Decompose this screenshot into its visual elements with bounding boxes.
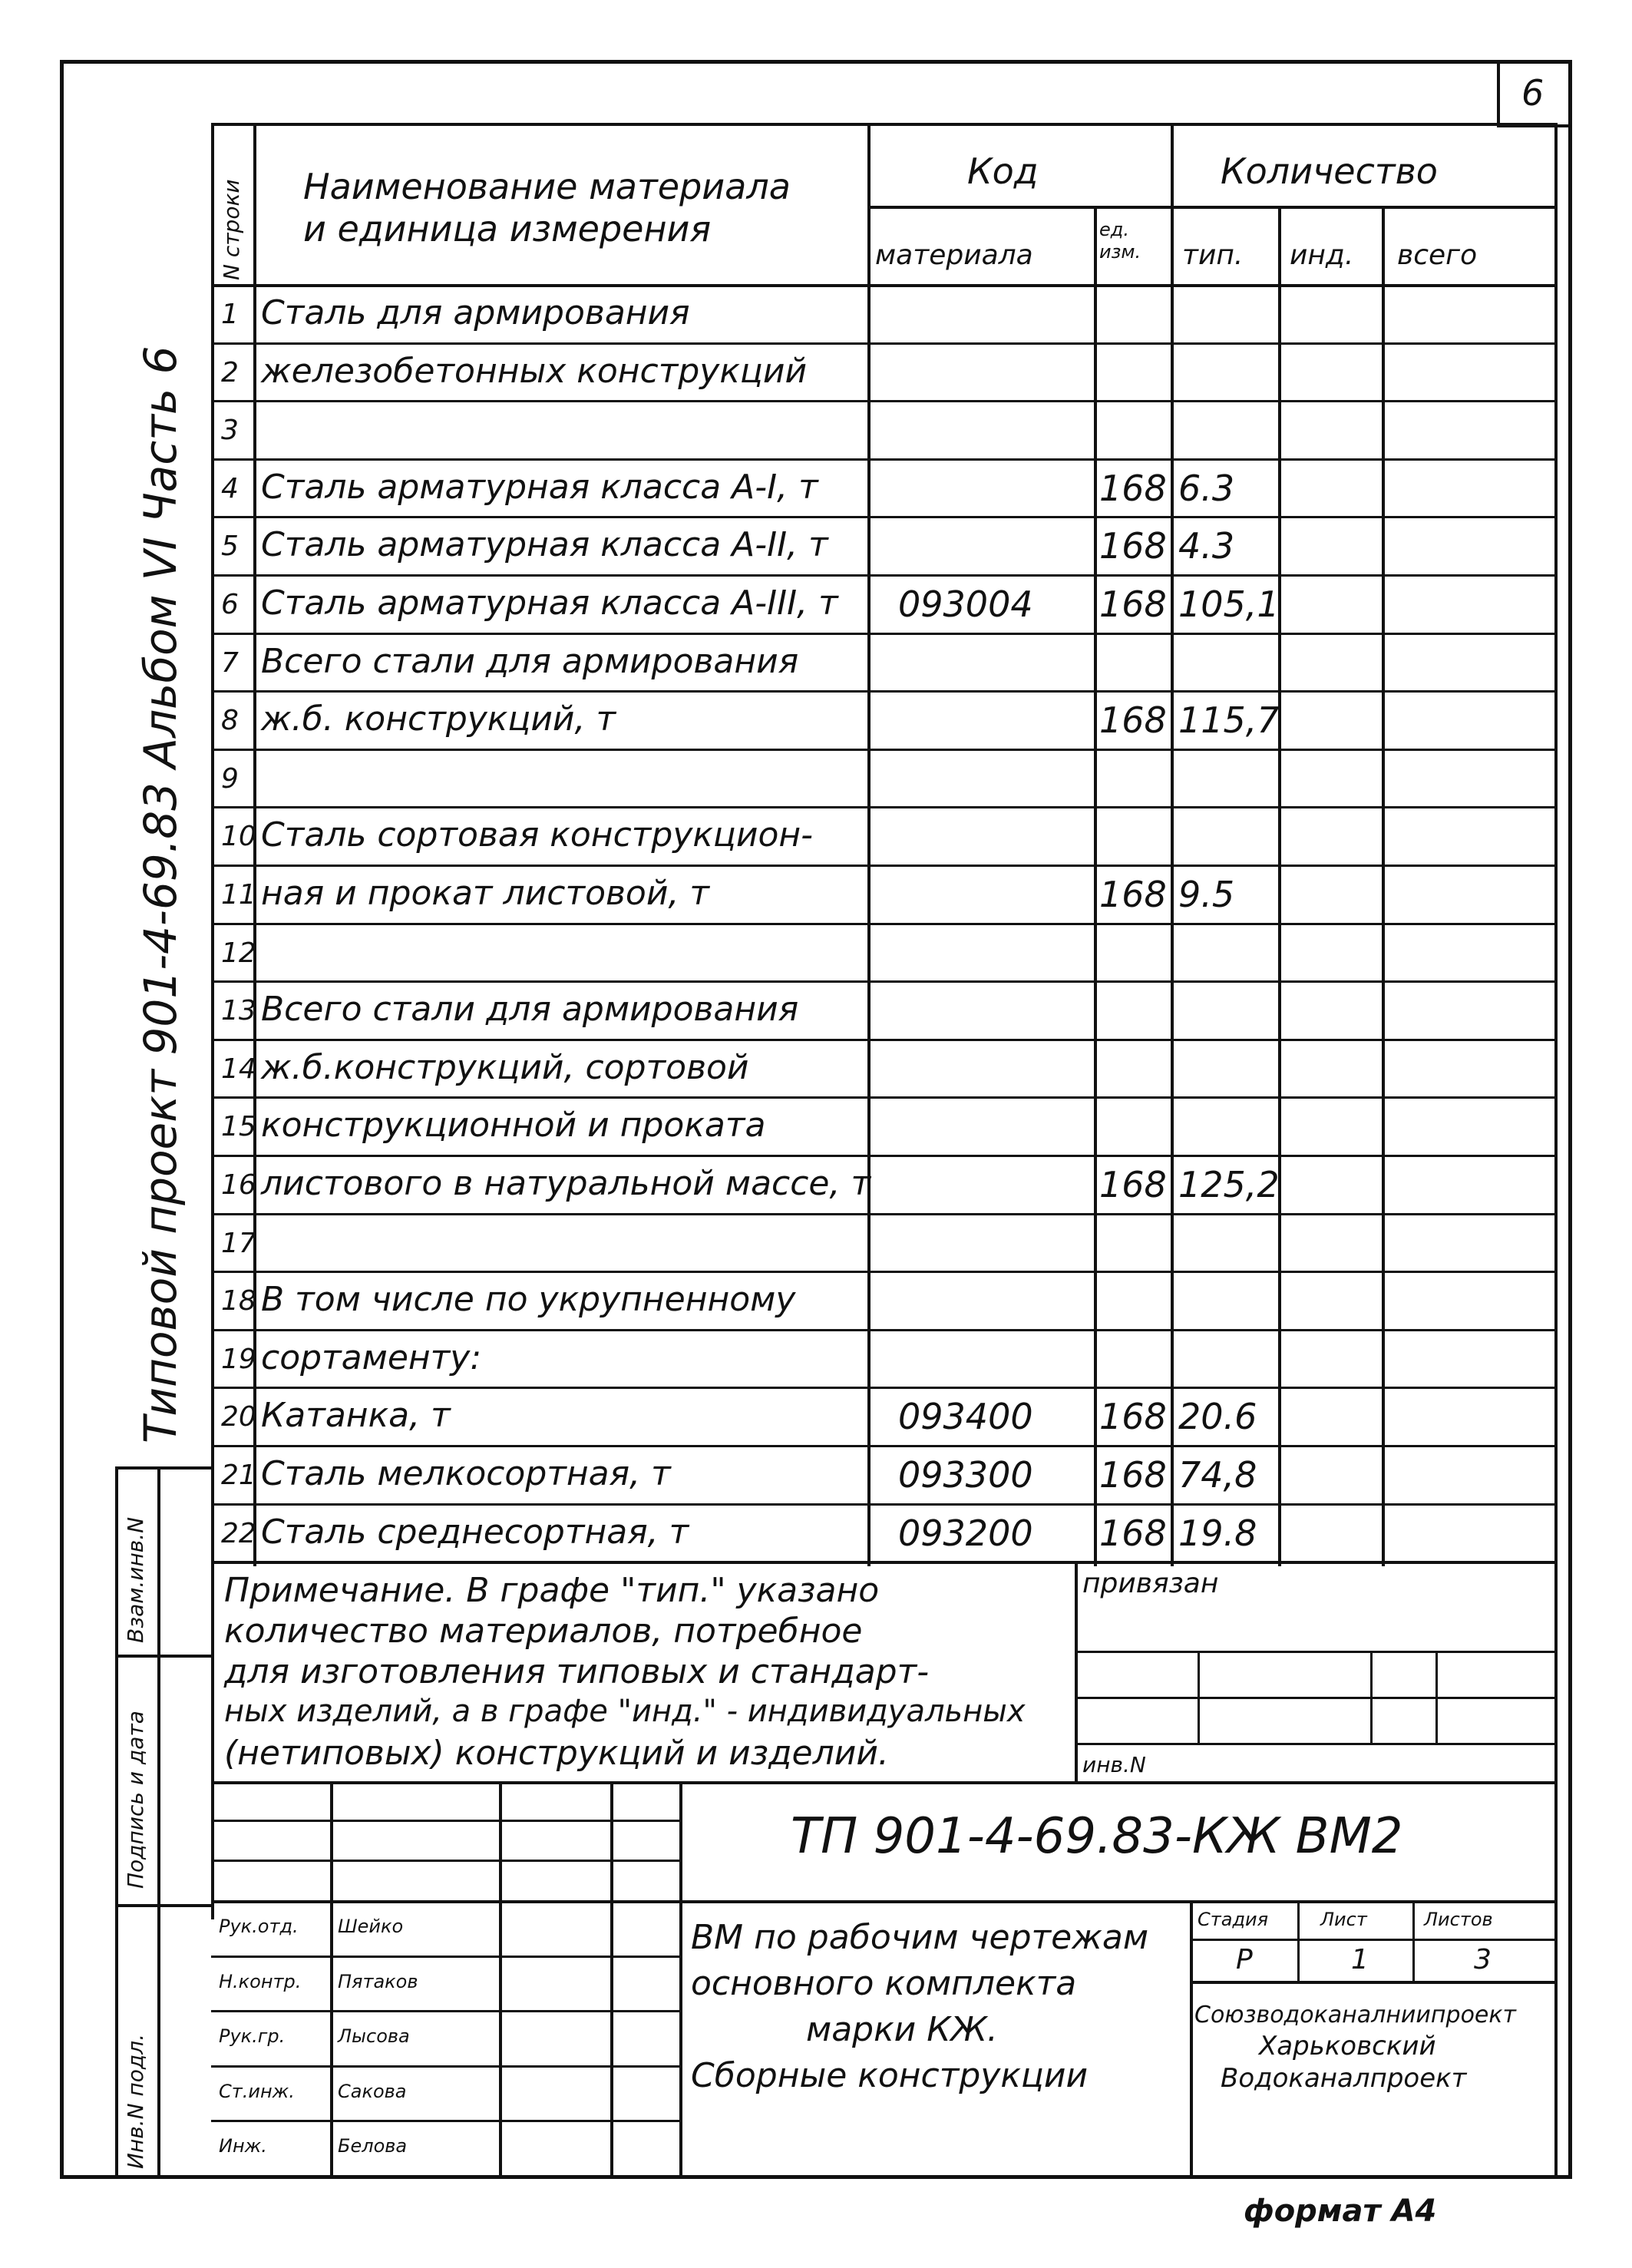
sig-role: Рук.гр. — [219, 2025, 286, 2048]
side-label: Типовой проект 901-4-69.83 Альбом VI Часть 6 — [134, 345, 187, 1443]
row-number: 18 — [221, 1285, 256, 1317]
binding-col-1 — [1198, 1651, 1200, 1743]
header-qty: Количество — [1221, 150, 1438, 192]
binding-left-line — [1075, 1561, 1078, 1781]
row-number: 21 — [221, 1460, 256, 1491]
col-line-name — [867, 123, 871, 1566]
table-row-line — [211, 1096, 1554, 1099]
row-name: Сталь арматурная класса A-I, т — [261, 467, 818, 507]
header-qty-total: всего — [1397, 240, 1478, 271]
row-name: Всего стали для армирования — [261, 990, 799, 1030]
sig-name: Лысова — [338, 2025, 410, 2048]
row-tip: 9.5 — [1178, 874, 1235, 915]
header-qty-tip: тип. — [1182, 240, 1244, 271]
sig-name: Белова — [338, 2135, 408, 2157]
binding-privyazan: привязан — [1082, 1568, 1219, 1599]
desc-line3: марки КЖ. — [806, 2010, 998, 2049]
row-unit: 168 — [1099, 874, 1167, 915]
stamp-inv: Инв.N подл. — [123, 2033, 148, 2169]
title-top-line — [211, 1781, 1554, 1784]
col-line-ind — [1382, 206, 1385, 1566]
table-row-line — [211, 923, 1554, 925]
sig-role: Ст.инж. — [219, 2080, 295, 2102]
table-row-line — [211, 458, 1554, 461]
row-tip: 105,1 — [1178, 584, 1280, 625]
binding-row-3 — [1075, 1743, 1554, 1745]
stamp-row-line-1 — [115, 1466, 211, 1470]
row-code: 093004 — [898, 584, 1033, 625]
row-name: В том числе по укрупненному — [261, 1280, 796, 1320]
row-code: 093200 — [898, 1512, 1033, 1554]
row-name: Сталь сортовая конструкцион- — [261, 815, 814, 855]
row-tip: 115,7 — [1178, 699, 1280, 742]
row-name: Сталь для армирования — [261, 293, 690, 332]
table-row-line — [211, 400, 1554, 402]
row-tip: 6.3 — [1178, 467, 1235, 509]
left-margin-line — [211, 123, 214, 1919]
row-unit: 168 — [1099, 1512, 1167, 1554]
row-name: Сталь мелкосортная, т — [261, 1454, 671, 1493]
note-line1: Примечание. В графе "тип." указано — [224, 1571, 880, 1610]
sig-role: Рук.отд. — [219, 1916, 299, 1937]
row-name: Сталь среднесортная, т — [261, 1512, 689, 1552]
row-number: 8 — [221, 705, 239, 737]
row-tip: 20.6 — [1178, 1396, 1257, 1438]
row-unit: 168 — [1099, 525, 1167, 567]
binding-inv: инв.N — [1082, 1752, 1146, 1777]
table-top-line — [211, 123, 1554, 126]
sheets-value: 3 — [1474, 1944, 1492, 1975]
row-name: Всего стали для армирования — [261, 641, 799, 681]
row-number: 20 — [221, 1401, 256, 1433]
table-row-line — [211, 980, 1554, 983]
sig-row-line — [211, 1956, 679, 1958]
header-name-line2: и единица измерения — [303, 208, 712, 250]
doc-code: ТП 901-4-69.83-КЖ ВМ2 — [791, 1808, 1403, 1865]
sig-role: Инж. — [219, 2135, 267, 2157]
row-name: Сталь арматурная класса A-III, т — [261, 584, 838, 623]
table-row-line — [211, 342, 1554, 345]
row-number: 2 — [221, 356, 239, 388]
row-number: 16 — [221, 1169, 256, 1201]
sig-name: Шейко — [338, 1916, 404, 1937]
sig-name: Пятаков — [338, 1970, 418, 1992]
stamp-col-line-2 — [157, 1466, 160, 2179]
stamp-col-line-1 — [115, 1466, 118, 2179]
header-qty-ind: инд. — [1290, 240, 1354, 271]
row-name: Сталь арматурная класса A-II, т — [261, 525, 828, 565]
table-row-line — [211, 1329, 1554, 1331]
header-sub-line — [867, 206, 1554, 209]
sig-col-1 — [330, 1781, 333, 2175]
row-number: 22 — [221, 1517, 256, 1549]
stage-label: Стадия — [1198, 1909, 1269, 1930]
stamp-podpis: Подпись и дата — [123, 1711, 148, 1889]
table-row-line — [211, 1155, 1554, 1157]
row-number: 19 — [221, 1343, 256, 1375]
row-code: 093300 — [898, 1454, 1033, 1496]
sig-row-line — [211, 2120, 679, 2122]
row-number: 9 — [221, 762, 239, 795]
table-right-line — [1554, 123, 1558, 1561]
sig-role: Н.контр. — [219, 1970, 302, 1992]
sig-row-a — [211, 1820, 679, 1822]
row-number: 1 — [221, 299, 239, 330]
table-row-line — [211, 749, 1554, 751]
row-unit: 168 — [1099, 584, 1167, 625]
row-unit: 168 — [1099, 1396, 1167, 1438]
desc-line4: Сборные конструкции — [691, 2056, 1089, 2095]
row-tip: 74,8 — [1178, 1454, 1257, 1496]
row-unit: 168 — [1099, 699, 1167, 742]
sig-row-line — [211, 2010, 679, 2012]
row-number: 3 — [221, 415, 239, 447]
row-name: ж.б. конструкций, т — [261, 699, 616, 739]
sig-row-b — [211, 1860, 679, 1862]
row-name: Катанка, т — [261, 1396, 451, 1436]
row-unit: 168 — [1099, 467, 1167, 509]
table-bottom-line — [211, 1561, 1554, 1564]
col-line-code — [1094, 206, 1097, 1566]
table-row-line — [211, 516, 1554, 518]
row-unit: 168 — [1099, 1454, 1167, 1496]
row-tip: 19.8 — [1178, 1512, 1257, 1554]
sheet-number: 6 — [1521, 72, 1544, 114]
stage-col-2 — [1412, 1900, 1415, 1981]
row-tip: 4.3 — [1178, 525, 1235, 567]
row-number: 14 — [221, 1053, 256, 1085]
sig-col-2 — [499, 1781, 502, 2175]
binding-row-1 — [1075, 1651, 1554, 1653]
row-name: железобетонных конструкций — [261, 351, 808, 391]
header-bottom-line — [211, 284, 1554, 287]
row-number: 13 — [221, 995, 256, 1027]
stage-value: Р — [1236, 1944, 1253, 1975]
stamp-row-line-2 — [115, 1655, 211, 1658]
row-number: 12 — [221, 937, 256, 969]
title-bottom-line — [211, 2175, 1572, 2178]
table-row-line — [211, 633, 1554, 635]
row-unit: 168 — [1099, 1164, 1167, 1205]
row-number: 10 — [221, 821, 256, 853]
stamp-row-line-3 — [115, 1904, 211, 1907]
sig-col-4 — [679, 1781, 682, 2175]
row-number: 5 — [221, 531, 239, 563]
row-code: 093400 — [898, 1396, 1033, 1438]
table-row-line — [211, 690, 1554, 693]
header-code-unit: ед. изм. — [1099, 219, 1141, 263]
table-row-line — [211, 865, 1554, 867]
col-line-unit — [1171, 123, 1174, 1566]
table-row-line — [211, 1503, 1554, 1506]
binding-col-2 — [1370, 1651, 1373, 1743]
sig-col-3 — [610, 1781, 613, 2175]
row-name: ная и прокат листовой, т — [261, 874, 710, 913]
header-code-material: материала — [875, 240, 1033, 271]
table-row-line — [211, 1271, 1554, 1273]
row-number: 17 — [221, 1227, 256, 1259]
table-row-line — [211, 1445, 1554, 1447]
row-number: 6 — [221, 589, 239, 620]
row-name: сортаменту: — [261, 1337, 482, 1377]
table-row-line — [211, 1387, 1554, 1389]
sheet-label: Лист — [1320, 1909, 1367, 1930]
binding-right-line — [1554, 1561, 1558, 2175]
row-name: конструкционной и проката — [261, 1106, 766, 1146]
stamp-vzam: Взам.инв.N — [123, 1516, 148, 1643]
row-number: 11 — [221, 879, 256, 911]
note-line2: количество материалов, потребное — [224, 1612, 863, 1651]
col-line-tip — [1278, 206, 1281, 1566]
note-line4: ных изделий, а в графе "инд." - индивидуальных — [224, 1694, 1026, 1729]
binding-col-3 — [1435, 1651, 1438, 1743]
sheets-label: Листов — [1424, 1909, 1493, 1930]
org-line1: Союзводоканалниипроект — [1194, 2002, 1516, 2028]
sig-row-line — [211, 2065, 679, 2068]
title-desc-right — [1190, 1900, 1193, 2175]
note-line3: для изготовления типовых и стандарт- — [224, 1652, 930, 1691]
stage-col-1 — [1297, 1900, 1300, 1981]
row-name: ж.б.конструкций, сортовой — [261, 1047, 749, 1087]
sig-name: Сакова — [338, 2080, 407, 2102]
title-mid-line — [211, 1900, 1554, 1903]
row-tip: 125,2 — [1178, 1164, 1280, 1205]
header-rownum: N строки — [219, 179, 244, 280]
row-number: 15 — [221, 1111, 256, 1143]
desc-line2: основного комплекта — [691, 1964, 1077, 2003]
org-line3: Водоканалпроект — [1221, 2063, 1467, 2094]
row-number: 4 — [221, 472, 239, 504]
header-code: Код — [967, 150, 1039, 192]
table-row-line — [211, 574, 1554, 577]
sheet-value: 1 — [1351, 1944, 1369, 1975]
org-line2: Харьковский — [1259, 2031, 1436, 2061]
note-line5: (нетиповых) конструкций и изделий. — [224, 1734, 889, 1773]
format-label: формат А4 — [1244, 2194, 1437, 2229]
table-row-line — [211, 1213, 1554, 1215]
stage-row-2 — [1190, 1981, 1554, 1984]
row-name: листового в натуральной массе, т — [261, 1164, 871, 1203]
stage-row-1 — [1190, 1939, 1554, 1941]
table-row-line — [211, 1039, 1554, 1041]
binding-row-2 — [1075, 1697, 1554, 1699]
row-number: 7 — [221, 646, 239, 679]
desc-line1: ВМ по рабочим чертежам — [691, 1918, 1149, 1957]
table-row-line — [211, 806, 1554, 808]
header-name-line1: Наименование материала — [303, 166, 791, 207]
